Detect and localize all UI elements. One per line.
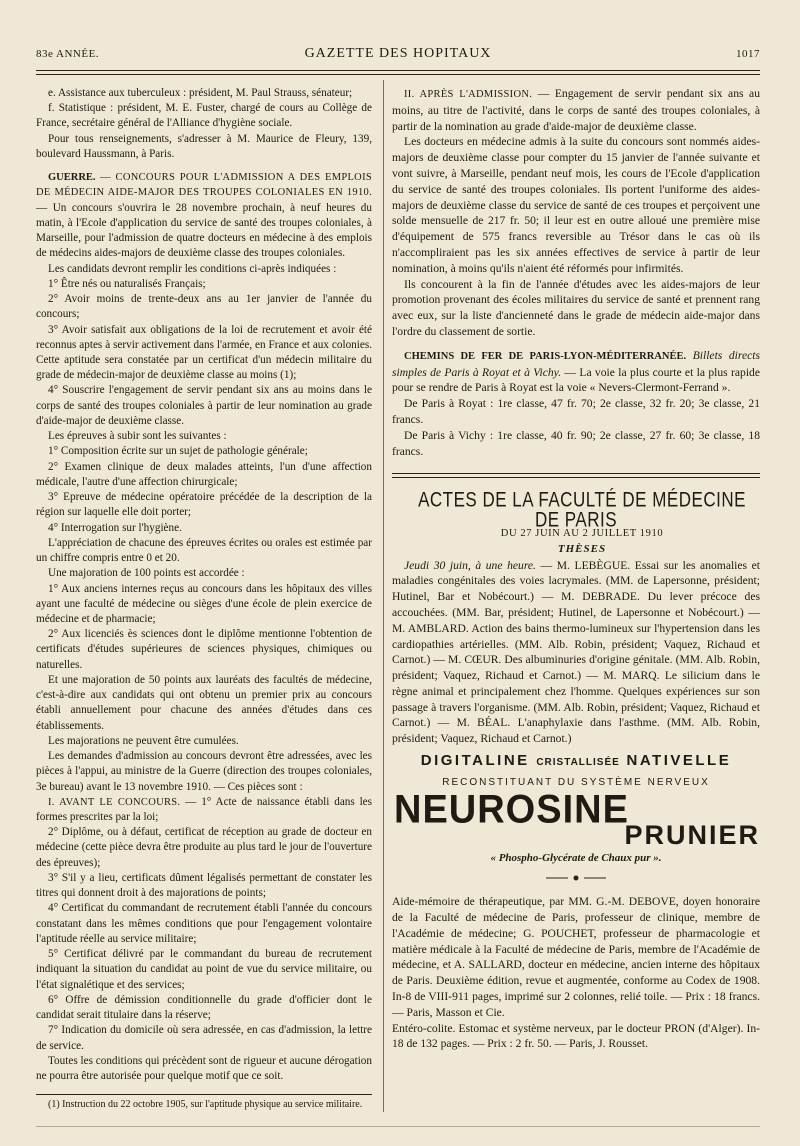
piece-text: — 1° Acte de naissance établi dans les formes prescrites par la loi; <box>36 795 373 824</box>
book-notice: Entéro-colite. Estomac et système nerveux, par le docteur PRON (d'Alger). In-18 de 132 pages. — Prix : 2 fr. 50. — Paris, J. Rousset. <box>392 1021 760 1051</box>
paragraph: Les demandes d'admission au concours devront être adressées, avec les pièces à l'appui, au ministre de la Guerre (direction des troupes coloniales, 3e bureau) avant le 13 novembre 1910. — Ces pièces sont : <box>36 750 372 793</box>
theses-text: — M. LEBÈGUE. Essai sur les anomalies et maladies congénitales des voies lacrymales. (MM. de Lapersonne, président; Hutinel, Bar et Nobécourt.) — M. DEBRADE. Du lever précoce des accouchées. (MM. Bar, président; Hutinel, de Lapersonne et Nobécourt.) — M. AMBLARD. Action des bains thermo-lumineux sur l'hypertension dans les cardiopathies artérielles. (MM. Alb. Robin, président; Vaquez, Richaud et Carnot.) — M. CŒUR. Des albuminuries d'origine génitale. (MM. Alb. Robin, président; Vaquez, Richaud et Carnot.) — M. MARQ. Le silicium dans le règne animal et principalement chez l'homme. Quelques expériences sur son passage à travers l'organisme. (MM. Alb. Robin, président; Vaquez, Richaud et Carnot.) — M. BÉAL. L'anaphylaxie dans l'asthme. (MM. Alb. Robin, président; Vaquez, Richaud et Carnot.) <box>392 558 761 746</box>
guerre-label: GUERRE. <box>48 172 96 184</box>
ad-brand: PRUNIER <box>624 819 760 850</box>
exam-item: 3° Epreuve de médecine opératoire précédée de la description de la région sur laquelle elle doit porter; <box>36 491 372 519</box>
chemins-subtitle: Billets directs simples de Paris à Royat et à Vichy. <box>392 348 760 379</box>
theses-date: Jeudi 30 juin, à une heure. <box>404 558 536 572</box>
actes-subtitle: DU 27 JUIN AU 2 JUILLET 1910 <box>500 527 664 539</box>
fare-royat: De Paris à Royat : 1re classe, 47 fr. 70; 2e classe, 32 fr. 20; 3e classe, 21 francs. <box>392 397 760 426</box>
ad-subtitle: « Phospho-Glycérate de Chaux pur ». <box>490 851 662 864</box>
apres-paragraph <box>392 86 760 134</box>
exam-item: 1° Composition écrite sur un sujet de pathologie générale; <box>48 445 308 458</box>
guerre-notice <box>36 170 372 261</box>
condition-item: 2° Avoir moins de trente-deux ans au 1er janvier de l'année du concours; <box>36 293 372 321</box>
page-number: 1017 <box>736 48 760 60</box>
header-rule <box>36 70 760 75</box>
chemins-notice <box>392 348 760 396</box>
piece-item: 7° Indication du domicile où sera adressée, en cas d'admission, la lettre de service. <box>36 1024 372 1052</box>
piece-item: 4° Certificat du commandant de recrutement établi l'année du concours constatant dans les mêmes conditions que pour l'engagement volontaire l'aptitude réelle au service militaire; <box>36 902 372 945</box>
paragraph: Les épreuves à subir sont les suivantes : <box>48 430 227 443</box>
piece-item: 3° S'il y a lieu, certificats dûment légalisés permettant de constater les titres qui donnent droit à des majorations de points; <box>36 871 372 900</box>
actes-title: ACTES DE LA FACULTÉ DE MÉDECINE DE PARIS <box>418 487 746 532</box>
majoration-item: 2° Aux licenciés ès sciences dont le diplôme mentionne l'obtention de certificats d'études supérieures de sciences physiques, chimiques ou naturelles. <box>36 628 372 671</box>
column-separator <box>383 80 384 1112</box>
condition-item: 4° Souscrire l'engagement de servir pendant six ans au moins dans le corps de santé des troupes coloniales à partir de leur nomination au grade d'aide-major de deuxième classe. <box>36 384 372 427</box>
paragraph: Toutes les conditions qui précèdent sont de rigueur et aucune dérogation ne pourra être autorisée pour quelque motif que ce soit. <box>36 1054 372 1082</box>
section-rule <box>392 473 760 478</box>
condition-item: 1° Être nés ou naturalisés Français; <box>48 277 206 290</box>
piece-item <box>36 795 372 825</box>
paragraph: Les candidats devront remplir les conditions ci-après indiquées : <box>48 262 337 275</box>
fare-vichy: De Paris à Vichy : 1re classe, 40 fr. 90; 2e classe, 27 fr. 60; 3e classe, 18 francs. <box>392 428 760 458</box>
apres-label: II. APRÈS L'ADMISSION. <box>404 89 533 100</box>
ornament-divider <box>392 872 760 888</box>
ad-word: NATIVELLE <box>626 752 732 770</box>
ad-product-name: NEUROSINE <box>394 787 629 832</box>
piece-item: 6° Offre de démission conditionnelle du grade d'officier dont le candidat serait titulaire dans la réserve; <box>36 993 372 1022</box>
theses-heading: THÈSES <box>557 542 607 555</box>
paragraph: Et une majoration de 50 points aux lauréats des facultés de médecine, c'est-à-dire aux candidats qui ont obtenu un premier prix au concours établi annuellement pour chacune des années d'études dans ces établissements. <box>36 673 372 732</box>
advertisement <box>392 753 760 866</box>
paragraph: Une majoration de 100 points est accordée : <box>48 567 245 580</box>
chemins-label: CHEMINS DE FER DE PARIS-LYON-MÉDITERRANÉE. <box>404 350 687 362</box>
majoration-item: 1° Aux anciens internes reçus au concours dans les hôpitaux des villes ayant une faculté de médecine ou sièges d'une école de plein exercice de médecine et de pharmacie; <box>36 582 372 625</box>
left-column <box>36 86 372 1112</box>
paragraph: Pour tous renseignements, s'adresser à M. Maurice de Fleury, 139, boulevard Haussmann, à Paris. <box>36 132 372 160</box>
footnote-rule <box>36 1094 372 1095</box>
guerre-heading: — CONCOURS POUR L'ADMISSION A DES EMPLOIS DE MÉDECIN AIDE-MAJOR DES TROUPES COLONIALES EN 1910. <box>36 172 372 199</box>
volume-label: 83e ANNÉE. <box>36 48 100 60</box>
footnote: (1) Instruction du 22 octobre 1905, sur l'aptitude physique au service militaire. <box>48 1099 363 1111</box>
paragraph: e. Assistance aux tuberculeux : président, M. Paul Strauss, sénateur; <box>48 87 353 99</box>
book-notice: Aide-mémoire de thérapeutique, par MM. G.-M. DEBOVE, doyen honoraire de la Faculté de médecine de Paris, professeur de clinique, membre de l'Académie de médecine; G. POUCHET, professeur de pharmacologie et matière médicale à la Faculté de médecine de Paris, membre de l'Académie de médecine, et A. SALLARD, docteur en médecine, ancien interne des hôpitaux de Paris. Deuxième édition, revue et augmentée, conforme au Codex de 1908. In-8 de VIII-911 pages, imprimé sur 2 colonnes, relié toile. — Prix : 18 francs. — Paris, Masson et Cie. <box>392 895 760 1019</box>
page-header <box>36 44 760 66</box>
guerre-text: — Un concours s'ouvrira le 28 novembre prochain, à neuf heures du matin, à l'Ecole d'application du service de santé des troupes coloniales, à Marseille, pour l'admission de quatre docteurs en médecine à des emplois de médecins aides-majors de deuxième classe des troupes coloniales. <box>36 201 372 260</box>
ornament-icon <box>546 874 606 882</box>
ad-word: DIGITALINE <box>420 752 530 770</box>
paragraph: Ils concourent à la fin de l'année d'études avec les aides-majors de leur promotion provenant des écoles militaires du service de santé et prennent rang avec eux, sur la liste d'ancienneté dans le grade de médecin aide-major dans l'ordre du classement de sortie. <box>392 277 760 338</box>
paragraph: L'appréciation de chacune des épreuves écrites ou orales est estimée par un chiffre compris entre 0 et 20. <box>36 536 372 565</box>
piece-item: 5° Certificat délivré par le commandant du bureau de recrutement indiquant la situation du candidat au point de vue du service militaire, ou l'état signalétique et des services; <box>36 948 372 991</box>
paragraph: f. Statistique : président, M. E. Fuster, chargé de cours au Collège de France, secrétaire général de l'Alliance d'hygiène sociale. <box>36 102 372 130</box>
paragraph: Les majorations ne peuvent être cumulées. <box>48 734 239 747</box>
paragraph: Les docteurs en médecine admis à la suite du concours sont nommés aides-majors de deuxième classe pour compter du 15 janvier de l'année suivante et vont suivre, à Marseille, pendant neuf mois, les cours de l'Ecole d'application du service de santé des troupes coloniales. Ils portent l'uniforme des aides-majors de deuxième classe du service de santé de ces troupes et perçoivent une solde mensuelle de 217 fr. 50; il leur est en outre alloué une première mise d'équipement de 575 francs reversible au Trésor dans le cas où ils n'accompliraient pas les six années effectives de service à partir de leur nomination, à moins qu'ils n'aient été réformés pour infirmités. <box>392 135 760 275</box>
ad-digitaline <box>392 753 760 771</box>
ad-tagline: RECONSTITUANT DU SYSTÈME NERVEUX <box>442 776 710 788</box>
bottom-rule <box>36 1126 760 1127</box>
exam-item: 4° Interrogation sur l'hygiène. <box>48 521 182 534</box>
apres-text: — Engagement de servir pendant six ans au moins, au titre de l'activité, dans le corps de santé des troupes coloniales, à partir de la nomination au grade d'aide-major de deuxième classe. <box>392 87 761 133</box>
piece-item: 2° Diplôme, ou à défaut, certificat de réception au grade de docteur en médecine (cette pièce devra être produite au plus tard le jour de l'ouverture des épreuves); <box>36 826 372 869</box>
theses-list <box>392 558 760 748</box>
right-column <box>392 86 760 1052</box>
avant-label: I. AVANT LE CONCOURS. <box>48 796 181 808</box>
journal-title: GAZETTE DES HOPITAUX <box>304 46 492 61</box>
ad-word: CRISTALLISÉE <box>536 757 620 769</box>
exam-item: 2° Examen clinique de deux malades atteints, l'un d'une affection médicale, l'autre d'une affection chirurgicale; <box>36 460 372 488</box>
condition-item: 3° Avoir satisfait aux obligations de la loi de recrutement et avoir été reconnus aptes à servir activement dans l'armée, en France et aux colonies. Cette aptitude sera constatée par un certificat d'un médecin militaire du grade de médecin-major de deuxième classe au moins (1); <box>36 323 372 382</box>
chemins-text: — La voie la plus courte et la plus rapide pour se rendre de Paris à Royat est la voie « Nevers-Clermont-Ferrand ». <box>392 365 760 395</box>
